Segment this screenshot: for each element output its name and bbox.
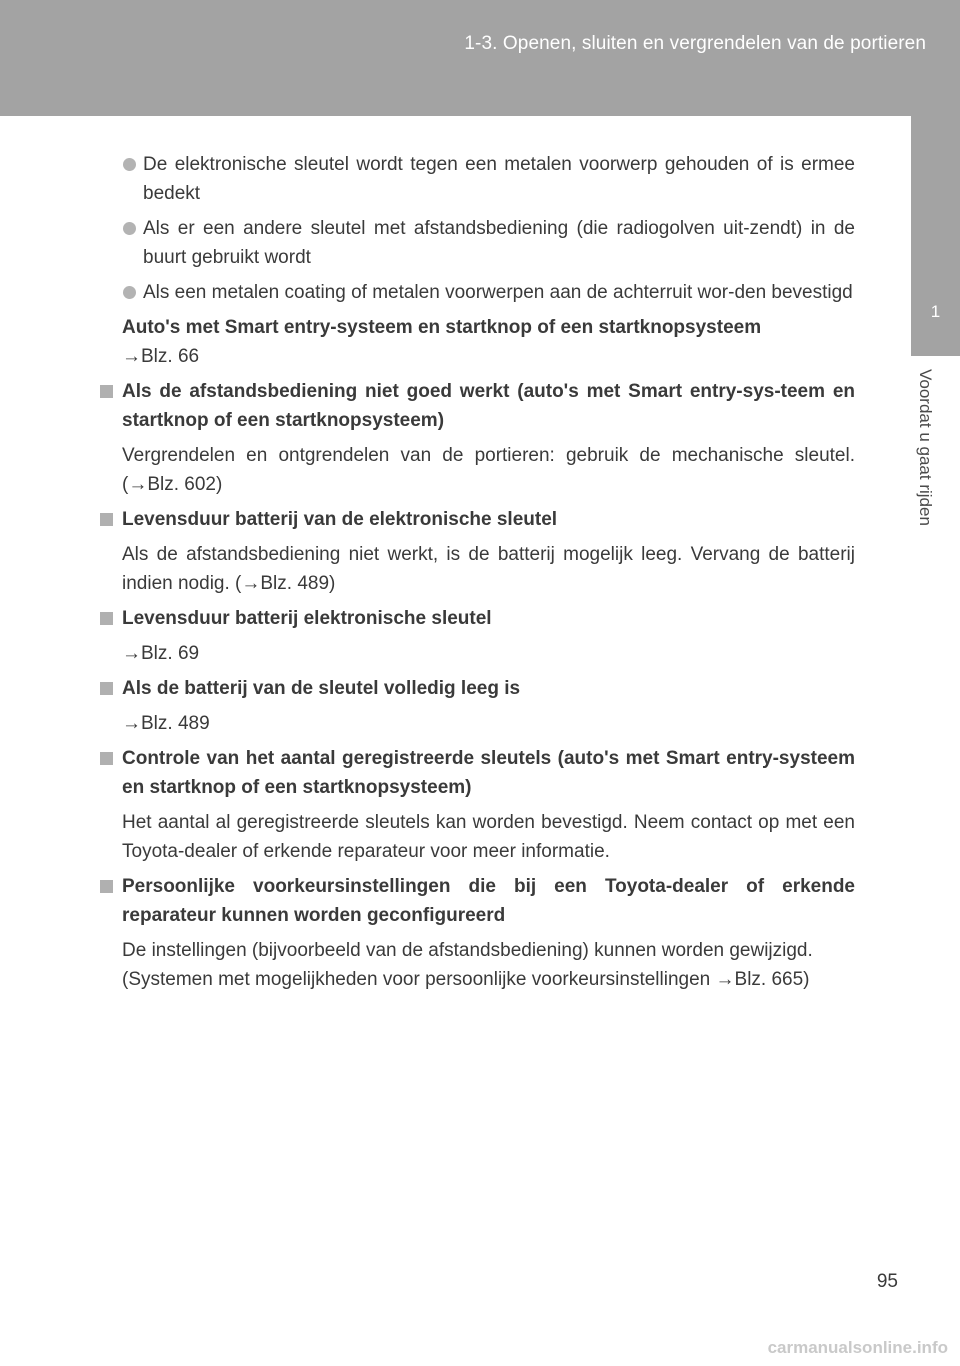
section-heading: Als de afstandsbediening niet goed werkt (auto's met Smart entry-sys-teem en startknop of een startknopsysteem): [122, 377, 855, 435]
square-bullet-icon: [100, 752, 113, 765]
section-heading: Als de batterij van de sleutel volledig leeg is: [122, 674, 855, 703]
section-heading: Levensduur batterij van de elektronische sleutel: [122, 505, 855, 534]
square-bullet-icon: [100, 513, 113, 526]
bullet-dot-icon: [123, 222, 136, 235]
section-ref[interactable]: →Blz. 69: [122, 643, 200, 664]
bullet-text: De elektronische sleutel wordt tegen een metalen voorwerp gehouden of is ermee bedekt: [143, 154, 855, 204]
bullet-dot-icon: [123, 158, 136, 171]
chapter-label: Voordat u gaat rijden: [916, 369, 935, 526]
section-title: 1-3. Openen, sluiten en vergrendelen van de portieren: [464, 33, 926, 54]
chapter-number: 1: [930, 302, 941, 321]
section-body-note: (Systemen met mogelijkheden voor persoonlijke voorkeursinstellingen →Blz. 665): [122, 969, 810, 990]
section-ref[interactable]: →Blz. 489: [122, 713, 210, 734]
bullet-item: [122, 278, 855, 307]
bullet-text: Als een metalen coating of metalen voorwerpen aan de achterruit wor-den bevestigd: [143, 282, 853, 303]
bullet-dot-icon: [123, 286, 136, 299]
section-body: Vergrendelen en ontgrendelen van de portieren: gebruik de mechanische sleutel. (→Blz. 602): [122, 445, 855, 495]
section-body: Het aantal al geregistreerde sleutels kan worden bevestigd. Neem contact op met een Toyota-dealer of erkende reparateur voor meer informatie.: [122, 812, 855, 862]
square-bullet-icon: [100, 682, 113, 695]
page-content: [122, 150, 855, 994]
section-body: Als de afstandsbediening niet werkt, is de batterij mogelijk leeg. Vervang de batterij indien nodig. (→Blz. 489): [122, 544, 855, 594]
page-number: 95: [876, 1271, 898, 1292]
page-header: [0, 0, 960, 116]
smart-entry-ref[interactable]: →Blz. 66: [122, 346, 200, 367]
square-bullet-icon: [100, 385, 113, 398]
bullet-item: [122, 214, 855, 272]
section-heading: Controle van het aantal geregistreerde sleutels (auto's met Smart entry-systeem en startknop of een startknopsysteem): [122, 744, 855, 802]
section-body: De instellingen (bijvoorbeeld van de afstandsbediening) kunnen worden gewijzigd.: [122, 940, 813, 961]
square-bullet-icon: [100, 880, 113, 893]
chapter-tab: [911, 116, 960, 356]
watermark: carmanualsonline.info: [767, 1338, 948, 1357]
bullet-item: [122, 150, 855, 208]
section-heading: Levensduur batterij elektronische sleutel: [122, 604, 855, 633]
smart-entry-heading: Auto's met Smart entry-systeem en startknop of een startknopsysteem: [122, 317, 762, 338]
bullet-text: Als er een andere sleutel met afstandsbediening (die radiogolven uit-zendt) in de buurt gebruikt wordt: [143, 218, 855, 268]
square-bullet-icon: [100, 612, 113, 625]
section-heading: Persoonlijke voorkeursinstellingen die bij een Toyota-dealer of erkende reparateur kunnen worden geconfigureerd: [122, 872, 855, 930]
